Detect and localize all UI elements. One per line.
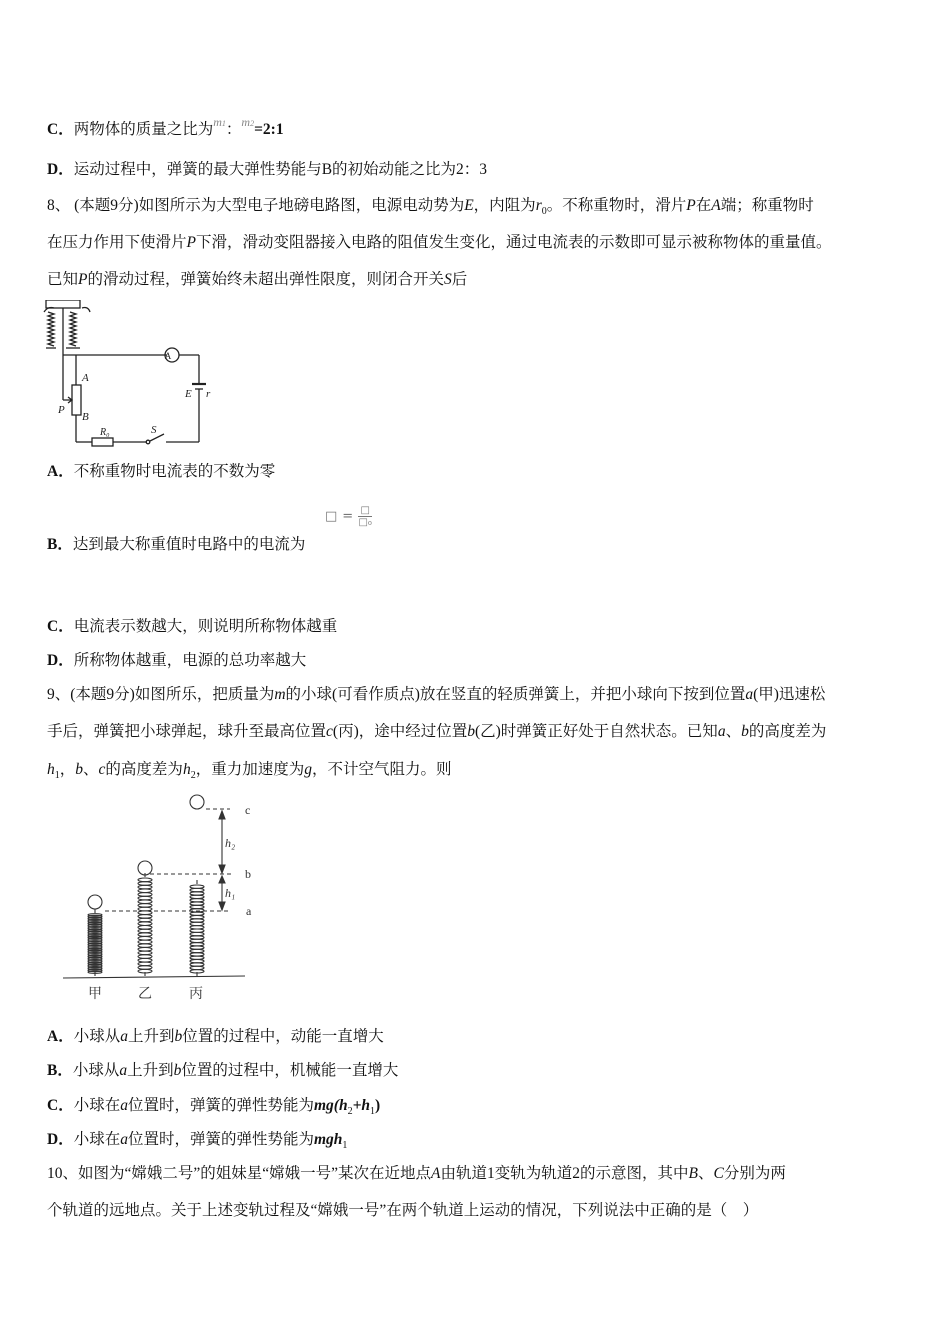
label-a: a: [246, 904, 252, 918]
text-segment: c: [326, 723, 333, 740]
q9-option-c: [47, 1096, 380, 1122]
text-segment: D．: [47, 1131, 74, 1148]
switch-s: [146, 440, 150, 444]
q8-option-d: [47, 651, 306, 671]
q9-stem-line: [47, 685, 825, 705]
text-segment: 小球从: [72, 1062, 120, 1079]
q9-option-a: [47, 1027, 384, 1047]
label-c: c: [245, 803, 251, 817]
label-h2: h₂: [225, 836, 236, 850]
text-segment: D．: [47, 161, 74, 178]
text-segment: (丙)，途中经过位置: [332, 723, 468, 740]
reference-lines: [105, 809, 236, 911]
text-segment: ): [375, 1097, 381, 1114]
text-segment: 分别为两: [723, 1165, 786, 1182]
scale-platform: [46, 300, 80, 308]
text-segment: ，内阻为: [473, 197, 536, 214]
rheostat: [72, 385, 81, 415]
text-segment: P: [186, 234, 196, 251]
text-segment: (甲)迅速松: [753, 686, 826, 703]
text-segment: D．: [47, 652, 74, 669]
text-segment: ，不计空气阻力。则: [311, 761, 452, 778]
text-segment: 在压力作用下使滑片: [47, 234, 187, 251]
text-segment: B．: [47, 1062, 73, 1079]
text-segment: b: [741, 723, 749, 740]
text-segment: mg(h: [313, 1097, 348, 1114]
q9-option-d: [47, 1130, 347, 1156]
text-segment: 、: [697, 1165, 714, 1182]
ammeter-label: A: [164, 351, 172, 361]
text-segment: 2: [347, 1106, 353, 1118]
text-segment: =2:1: [254, 121, 284, 138]
label-a: A: [82, 372, 89, 384]
text-segment: 上升到: [127, 1028, 175, 1045]
text-segment: 手后，弹簧把小球弹起，球升至最高位置: [47, 723, 327, 740]
text-segment: a: [120, 1131, 128, 1148]
text-segment: 的高度差为: [748, 723, 827, 740]
text-segment: 10、如图为“嫦娥二号”的姐妹星“嫦娥一号”某次在近地点: [47, 1165, 432, 1182]
spring-coil: [190, 880, 204, 976]
ball-yi: [138, 861, 152, 875]
text-segment: ，重力加速度为: [195, 761, 305, 778]
text-segment: P: [78, 271, 88, 288]
text-segment: 的小球(可看作质点)放在竖直的轻质弹簧上，并把小球向下按到位置: [285, 686, 746, 703]
spring-right: [70, 312, 76, 346]
text-segment: a: [120, 1028, 128, 1045]
text-segment: E: [464, 197, 474, 214]
text-segment: P: [686, 197, 696, 214]
text-segment: 9、(本题9分)如图所乐，把质量为: [47, 686, 275, 703]
q10-stem-line: [47, 1164, 786, 1184]
q9-spring-diagram: [50, 785, 270, 1005]
text-segment: 达到最大称重值时电路中的电流为: [72, 536, 306, 553]
text-segment: b: [174, 1028, 183, 1045]
ground-line: [63, 976, 245, 978]
text-segment: 的高度差为: [105, 761, 183, 778]
text-segment: 端；称重物时: [720, 197, 814, 214]
formula-fraction: [358, 505, 372, 528]
label-jia: 甲: [88, 987, 102, 1002]
label-yi: 乙: [138, 987, 152, 1002]
text-segment: 电流表示数越大，则说明所称物体越重: [73, 618, 338, 635]
text-segment: 1: [370, 1106, 376, 1118]
spring-left: [48, 312, 54, 346]
text-segment: A．: [47, 1028, 74, 1045]
text-segment: c: [98, 761, 106, 778]
text-segment: 后: [451, 271, 468, 288]
text-segment: 运动过程中，弹簧的最大弹性势能与B的初始动能之比为2：3: [73, 161, 488, 178]
q8-circuit-diagram: [40, 300, 220, 450]
text-segment: +h: [352, 1097, 371, 1114]
slider-p-arrow: [63, 397, 72, 403]
text-segment: 0: [541, 206, 547, 218]
formula-numerator: □: [360, 505, 370, 516]
formula-lhs: □: [325, 509, 338, 524]
text-segment: 个轨道的远地点。关于上述变轨过程及“嫦娥一号”在两个轨道上运动的情况，下列说法中正确的是（ ）: [47, 1202, 759, 1219]
text-segment: C．: [47, 1097, 74, 1114]
text-segment: 位置时，弹簧的弹性势能为: [127, 1131, 314, 1148]
resistor-r0: [92, 438, 113, 446]
text-segment: 不称重物时电流表的不数为零: [73, 463, 276, 480]
text-segment: ：: [225, 121, 242, 138]
text-segment: 小球在: [73, 1097, 121, 1114]
ball-bing: [190, 795, 204, 809]
current-formula: [325, 505, 372, 528]
q8-stem-line: [47, 233, 832, 253]
text-segment: S: [444, 271, 452, 288]
q9-option-b: [47, 1061, 398, 1081]
text-segment: m: [274, 686, 286, 703]
text-segment: B: [688, 1165, 698, 1182]
formula-denominator: □₀: [358, 517, 372, 528]
text-segment: m: [241, 115, 251, 129]
text-segment: g: [304, 761, 312, 778]
label-b: B: [82, 411, 89, 423]
text-segment: a: [120, 1097, 128, 1114]
text-segment: 小球从: [73, 1028, 121, 1045]
q7-option-c: [47, 112, 284, 140]
label-e: E: [185, 388, 192, 400]
spring-coil: [88, 909, 102, 976]
text-segment: m: [213, 115, 222, 129]
q8-option-a: [47, 462, 275, 482]
text-segment: 、: [83, 761, 99, 778]
text-segment: a: [745, 686, 754, 703]
q7-option-d: [47, 160, 487, 180]
text-segment: ，: [59, 761, 76, 778]
text-segment: 位置的过程中，机械能一直增大: [181, 1062, 399, 1079]
text-segment: 的滑动过程，弹簧始终未超出弹性限度，则闭合开关: [87, 271, 444, 288]
label-h1: h₁: [225, 886, 236, 900]
q10-stem-line: [47, 1201, 758, 1221]
text-segment: 下滑，滑动变阻器接入电路的阻值发生变化，通过电流表的示数即可显示被称物体的重量值。: [195, 234, 832, 251]
text-segment: 所称物体越重，电源的总功率越大: [73, 652, 307, 669]
text-segment: (乙)时弹簧正好处于自然状态。已知: [474, 723, 718, 740]
text-segment: 由轨道1变轨为轨道2的示意图，其中: [440, 1165, 689, 1182]
ball-jia: [88, 895, 102, 909]
text-segment: A．: [47, 463, 74, 480]
text-segment: C: [713, 1165, 724, 1182]
label-b: b: [245, 867, 251, 881]
text-segment: 2: [250, 119, 255, 128]
text-segment: 、: [725, 723, 742, 740]
label-p: P: [58, 404, 65, 416]
q8-stem-line: [47, 270, 467, 290]
spring-coil: [138, 873, 152, 976]
text-segment: r: [535, 197, 542, 214]
text-segment: 上升到: [127, 1062, 174, 1079]
label-s: S: [151, 424, 157, 436]
text-segment: 位置时，弹簧的弹性势能为: [127, 1097, 314, 1114]
text-segment: 在: [695, 197, 712, 214]
text-segment: b: [173, 1062, 182, 1079]
label-r: r: [206, 388, 211, 400]
q8-option-c: [47, 617, 337, 637]
text-segment: 1: [342, 1140, 348, 1152]
text-segment: a: [119, 1062, 128, 1079]
text-segment: 1: [221, 119, 226, 128]
text-segment: 。不称重物时，滑片: [546, 197, 687, 214]
text-segment: a: [717, 723, 726, 740]
text-segment: mgh: [313, 1131, 343, 1148]
formula-eq: =: [342, 509, 354, 524]
text-segment: 小球在: [73, 1131, 121, 1148]
text-segment: b: [467, 723, 475, 740]
text-segment: C．: [47, 618, 74, 635]
text-segment: B．: [47, 536, 73, 553]
text-segment: h: [47, 761, 55, 778]
text-segment: h: [182, 761, 191, 778]
text-segment: A: [711, 197, 721, 214]
text-segment: 2: [190, 770, 196, 782]
label-bing: 丙: [189, 987, 203, 1002]
text-segment: 1: [54, 770, 60, 782]
text-segment: 已知: [47, 271, 79, 288]
q9-stem-line: [47, 760, 451, 786]
text-segment: 8、 (本题9分)如图所示为大型电子地磅电路图，电源电动势为: [47, 197, 465, 214]
q9-stem-line: [47, 722, 826, 742]
label-r0: R₀: [100, 427, 110, 438]
q8-option-b: [47, 535, 305, 555]
text-segment: C．: [47, 121, 74, 138]
text-segment: 位置的过程中，动能一直增大: [182, 1028, 384, 1045]
q8-stem-line: [47, 196, 814, 222]
text-segment: 两物体的质量之比为: [73, 121, 214, 138]
text-segment: A: [431, 1165, 441, 1182]
text-segment: b: [75, 761, 84, 778]
